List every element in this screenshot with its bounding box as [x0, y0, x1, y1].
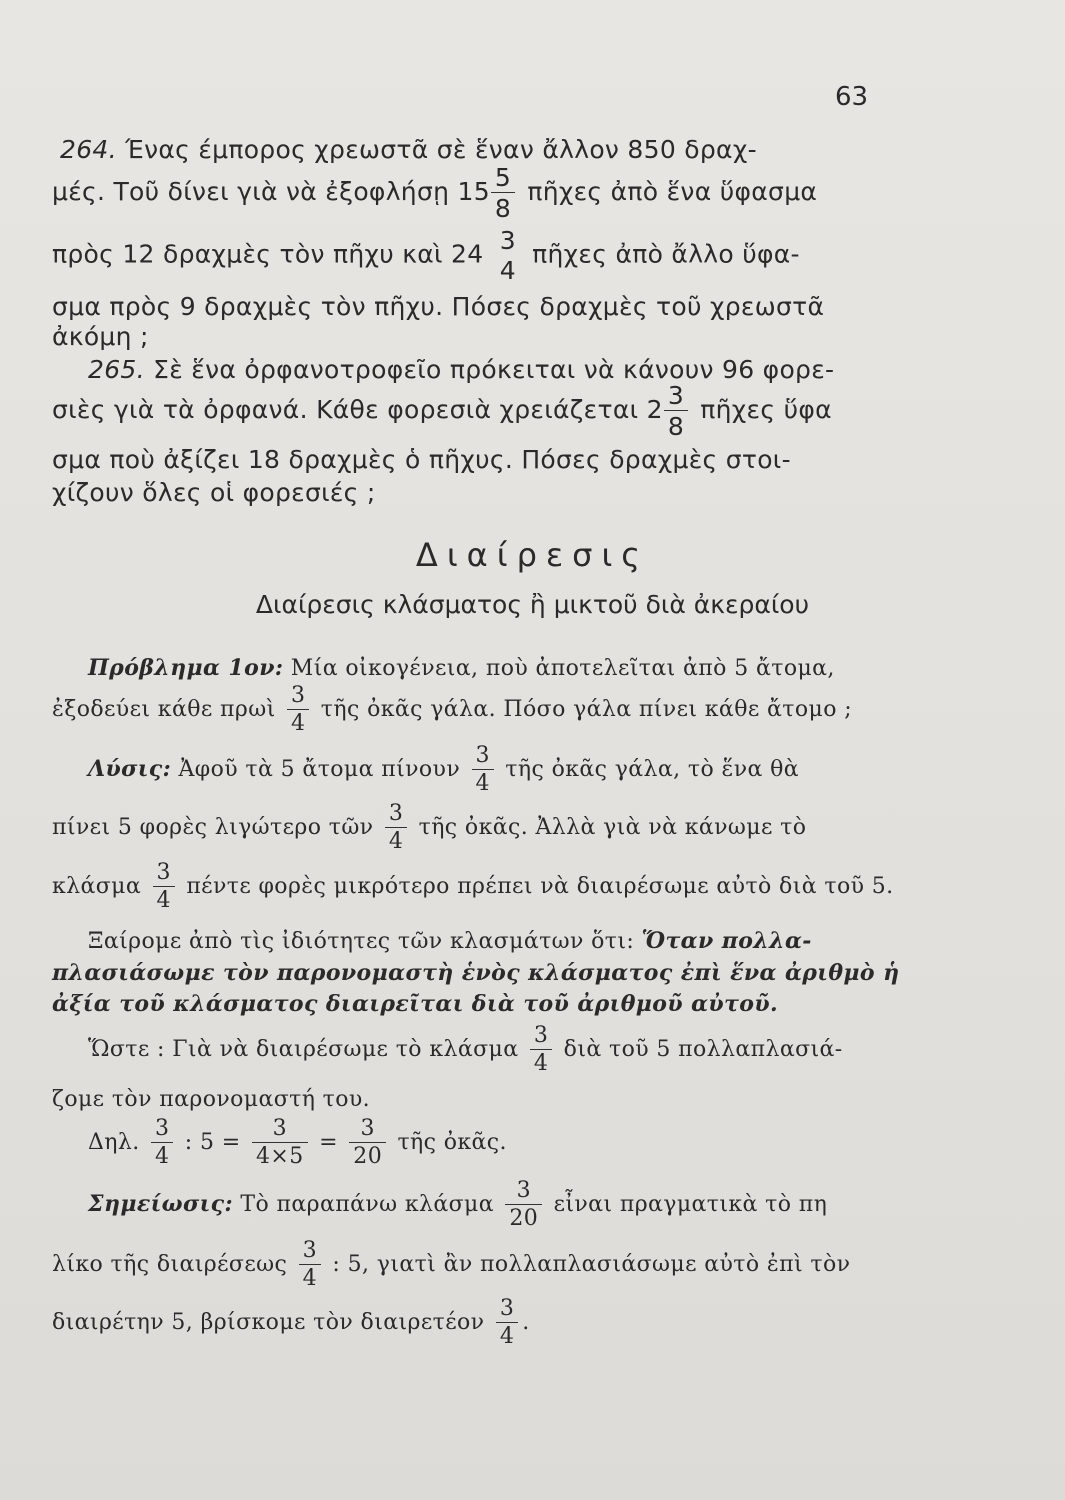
text-segment: τῆς ὀκᾶς γάλα, τὸ ἕνα θὰ	[497, 757, 800, 782]
fraction	[299, 1240, 321, 1290]
problem-264-line-2	[52, 165, 817, 221]
text-segment: Δηλ.	[88, 1130, 147, 1155]
numerator: 3	[252, 1118, 308, 1143]
numerator: 3	[505, 1180, 542, 1205]
denominator: 4	[291, 711, 306, 736]
text-segment: : 5, γιατὶ ἂν πολλαπλασιάσωμε αὐτὸ ἐπὶ τὸν	[324, 1252, 851, 1277]
text-segment: Ένας έμπορος χρεωστᾶ σὲ ἕναν ἄλλον 850 δραχ-	[125, 135, 757, 164]
solution-line-2	[52, 803, 806, 853]
denominator: 4×5	[256, 1144, 304, 1169]
problem-1-line-2	[52, 685, 852, 735]
fraction	[153, 862, 175, 912]
therefore-line-2: ζομε τὸν παρονομαστή του.	[52, 1087, 371, 1112]
numerator: 3	[153, 862, 175, 887]
solution-line-3	[52, 862, 894, 912]
text-segment: διὰ τοῦ 5 πολλαπλασιά-	[556, 1037, 843, 1062]
text-segment: =	[311, 1130, 346, 1155]
text-segment: διαιρέτην 5, βρίσκομε τὸν διαιρετέον	[52, 1310, 492, 1335]
solution-line-1	[88, 745, 799, 795]
denominator: 4	[388, 829, 404, 854]
text-segment: μές. Τοῦ δίνει γιὰ νὰ ἐξοφλήσῃ 15	[52, 177, 490, 206]
text-segment: πῆχες ἀπὸ ἄλλο ὕφα-	[523, 239, 800, 269]
text-segment: πρὸς 12 δραχμὲς τὸν πῆχυ καὶ 24	[52, 239, 492, 269]
fraction	[472, 745, 494, 795]
numerator: 3	[496, 1298, 518, 1323]
denominator: 4	[302, 1266, 317, 1291]
denominator: 4	[155, 1144, 170, 1169]
text-segment: ἐξοδεύει κάθε πρωὶ	[52, 697, 283, 722]
text-segment: πίνει 5 φορὲς λιγώτερο τῶν	[52, 815, 381, 840]
rule-line-3: ἀξία τοῦ κλάσματος διαιρεῖται διὰ τοῦ ἀριθμοῦ αὐτοῦ.	[52, 991, 779, 1017]
fraction	[664, 383, 688, 439]
note-label: Σημείωσις:	[88, 1191, 234, 1217]
text-segment: πέντε φορὲς μικρότερο πρέπει νὰ διαιρέσωμε αὐτὸ διὰ τοῦ 5.	[178, 874, 894, 899]
numerator: 3	[664, 383, 688, 411]
section-heading: Διαίρεσις	[415, 536, 650, 574]
problem-264-line-5: ἀκόμη ;	[52, 322, 149, 351]
text-segment: κλάσμα	[52, 874, 149, 899]
text-segment: σιὲς γιὰ τὰ ὀρφανά. Κάθε φορεσιὰ χρειάζεται 2	[52, 395, 663, 424]
note-line-3	[52, 1298, 530, 1348]
problem-264-line-4: σμα πρὸς 9 δραχμὲς τὸν πῆχυ. Πόσες δραχμὲς τοῦ χρεωστᾶ	[52, 292, 825, 321]
fraction	[385, 803, 407, 853]
problem-265-line-4: χίζουν ὅλες οἱ φορεσιές ;	[52, 478, 376, 507]
text-segment: Ἀφοῦ τὰ 5 ἄτομα πίνουν	[171, 757, 468, 782]
text-segment: Μία οἰκογένεια, ποὺ ἀποτελεῖται ἀπὸ 5 ἄτομα,	[283, 656, 835, 681]
denominator: 4	[499, 1324, 515, 1349]
fraction	[287, 685, 309, 735]
problem-265-label: 265.	[88, 355, 145, 384]
page-number: 63	[835, 82, 869, 112]
numerator: 3	[287, 685, 309, 710]
problem-1-label: Πρόβλημα 1ον:	[88, 655, 284, 681]
text-segment: εἶναι πραγματικὰ τὸ πη	[546, 1192, 828, 1217]
note-line-2	[52, 1240, 850, 1290]
text-segment: τῆς ὀκᾶς. Ἀλλὰ γιὰ νὰ κάνωμε τὸ	[411, 815, 807, 840]
numerator: 3	[299, 1240, 321, 1265]
denominator: 8	[494, 194, 512, 223]
numerator: 3	[530, 1025, 552, 1050]
problem-265-line-3: σμα ποὺ ἀξίζει 18 δραχμὲς ὁ πῆχυς. Πόσες δραχμὲς στοι-	[52, 445, 791, 474]
text-segment: : 5 =	[177, 1130, 249, 1155]
fraction	[505, 1180, 542, 1230]
text-segment: πῆχες ὕφα	[692, 395, 832, 424]
problem-265-line-1	[88, 355, 834, 384]
fraction	[491, 165, 515, 221]
text-segment: πῆχες ἀπὸ ἕνα ὕφασμα	[519, 177, 818, 206]
therefore-line-1	[88, 1025, 843, 1075]
denominator: 8	[667, 412, 685, 441]
text-segment: Ὥστε : Γιὰ νὰ διαιρέσωμε τὸ κλάσμα	[88, 1037, 526, 1062]
rule-emphasis: Ὅταν πολλα-	[641, 928, 812, 954]
denominator: 4	[533, 1051, 549, 1076]
text-segment: Τὸ παραπάνω κλάσμα	[233, 1192, 502, 1217]
problem-265-line-2	[52, 383, 832, 439]
text-segment: τῆς ὀκᾶς γάλα. Πόσο γάλα πίνει κάθε ἄτομο ;	[313, 697, 853, 722]
section-subheading: Διαίρεσις κλάσματος ἢ μικτοῦ διὰ ἀκεραίου	[255, 590, 810, 619]
text-segment: Ξαίρομε ἀπὸ τὶς ἰδιότητες τῶν κλασμάτων ὅτι:	[88, 929, 642, 954]
rule-line-1	[88, 928, 812, 954]
numerator: 3	[472, 745, 494, 770]
numerator: 5	[491, 165, 515, 193]
denominator: 4	[156, 888, 171, 913]
fraction	[151, 1118, 173, 1168]
numerator: 3	[151, 1118, 173, 1143]
denominator: 20	[353, 1144, 383, 1169]
denominator: 4	[475, 771, 490, 796]
note-line-1	[88, 1180, 827, 1230]
solution-label: Λύσις:	[88, 756, 172, 782]
numerator: 3	[499, 226, 516, 255]
denominator: 4	[499, 256, 516, 285]
fraction	[496, 1298, 518, 1348]
rule-line-2: πλασιάσωμε τὸν παρονομαστὴ ἑνὸς κλάσματος ἐπὶ ἕνα ἀριθμὸ ἡ	[52, 960, 900, 986]
numerator: 3	[349, 1118, 386, 1143]
problem-264-label: 264.	[60, 135, 117, 164]
fraction	[349, 1118, 386, 1168]
text-segment: λίκο τῆς διαιρέσεως	[52, 1252, 295, 1277]
text-segment: τῆς ὀκᾶς.	[390, 1130, 507, 1155]
equation-line	[88, 1118, 507, 1168]
fraction	[252, 1118, 308, 1168]
problem-264-line-1	[60, 135, 757, 164]
fraction	[496, 228, 520, 283]
text-segment: Σὲ ἕνα ὀρφανοτροφεῖο πρόκειται νὰ κάνουν 96 φορε-	[144, 355, 835, 384]
numerator: 3	[385, 803, 407, 828]
text-segment: .	[522, 1310, 530, 1335]
problem-1-line-1	[88, 655, 835, 681]
denominator: 20	[509, 1206, 539, 1231]
fraction	[530, 1025, 552, 1075]
problem-264-line-3	[52, 228, 800, 283]
